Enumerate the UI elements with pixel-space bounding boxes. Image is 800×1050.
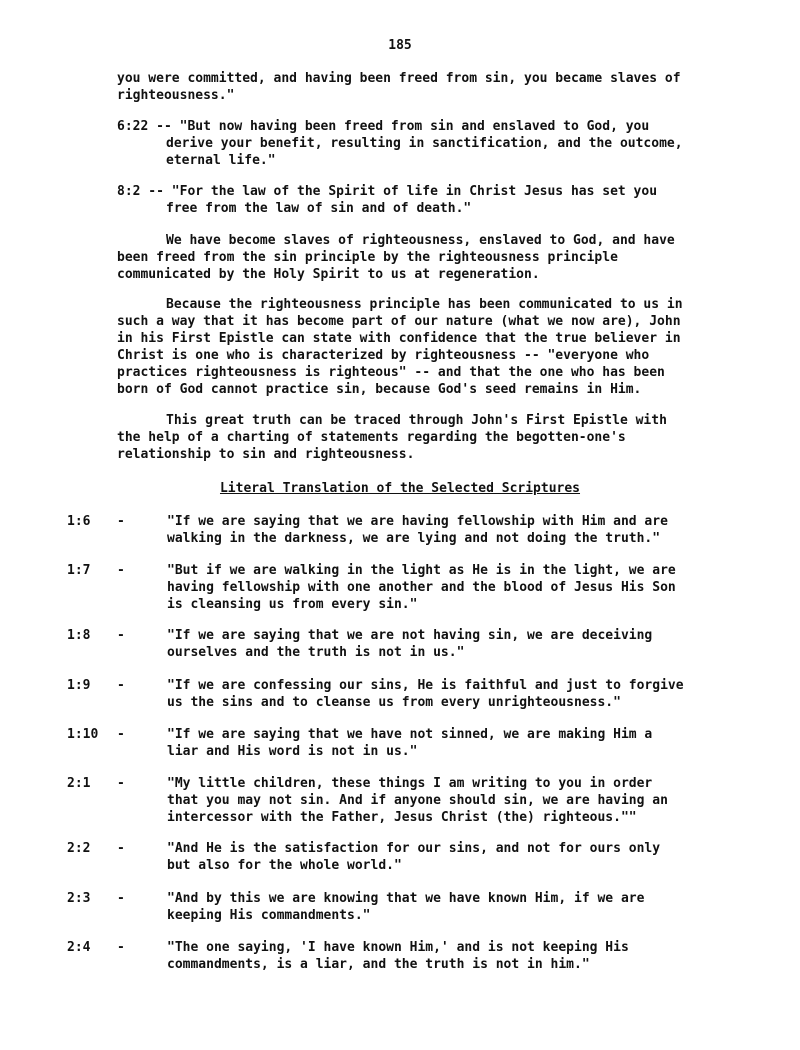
text-line: Christ is one who is characterized by righteousness -- "everyone who [117, 348, 650, 363]
text-line: "But if we are walking in the light as He is in the light, we are [167, 563, 676, 578]
verse-reference: 1:6 [67, 514, 91, 529]
text-line: Because the righteousness principle has been communicated to us in [166, 297, 683, 312]
verse-text [167, 627, 727, 661]
verse-text [167, 775, 727, 826]
text-line: you were committed, and having been freed from sin, you became slaves of [117, 71, 681, 86]
page-number: 185 [388, 38, 412, 53]
text-line: practices righteousness is righteous" -- and that the one who has been [117, 365, 665, 380]
paragraph-great-truth [117, 412, 717, 463]
verse-text [167, 726, 727, 760]
verse-reference: 2:3 [67, 891, 91, 906]
verse-reference: 1:10 [67, 727, 99, 742]
text-line: but also for the whole world." [167, 858, 402, 873]
text-line: derive your benefit, resulting in sanctification, and the outcome, [166, 136, 683, 151]
text-line: us the sins and to cleanse us from every unrighteousness." [167, 695, 621, 710]
verse-dash: - [117, 678, 125, 693]
verse-text [167, 677, 727, 711]
verse-dash: - [117, 841, 125, 856]
verse-dash: - [117, 628, 125, 643]
verse-reference: 2:4 [67, 940, 91, 955]
text-line: free from the law of sin and of death." [166, 201, 472, 216]
text-line: 8:2 -- "For the law of the Spirit of life in Christ Jesus has set you [117, 184, 658, 199]
intro-text [117, 70, 717, 104]
text-line: We have become slaves of righteousness, enslaved to God, and have [166, 233, 675, 248]
quote-8-2 [117, 183, 717, 217]
text-line: "And He is the satisfaction for our sins, and not for ours only [167, 841, 661, 856]
text-line: commandments, is a liar, and the truth is not in him." [167, 957, 590, 972]
quote-6-22 [117, 118, 717, 169]
text-line: is cleansing us from every sin." [167, 597, 418, 612]
text-line: "If we are saying that we have not sinned, we are making Him a [167, 727, 653, 742]
section-heading: Literal Translation of the Selected Scriptures [219, 481, 581, 496]
text-line: righteousness." [117, 88, 235, 103]
text-line: such a way that it has become part of our nature (what we now are), John [117, 314, 681, 329]
verse-text [167, 513, 727, 547]
verse-reference: 1:7 [67, 563, 91, 578]
verse-reference: 1:8 [67, 628, 91, 643]
text-line: "If we are saying that we are not having sin, we are deceiving [167, 628, 653, 643]
text-line: communicated by the Holy Spirit to us at regeneration. [117, 267, 540, 282]
text-line: in his First Epistle can state with confidence that the true believer in [117, 331, 681, 346]
paragraph-righteousness-principle [117, 296, 717, 398]
verse-dash: - [117, 891, 125, 906]
text-line: ourselves and the truth is not in us." [167, 645, 465, 660]
text-line: "And by this we are knowing that we have known Him, if we are [167, 891, 645, 906]
verse-reference: 2:1 [67, 776, 91, 791]
text-line: eternal life." [166, 153, 276, 168]
verse-text [167, 939, 727, 973]
verse-reference: 1:9 [67, 678, 91, 693]
text-line: keeping His commandments." [167, 908, 371, 923]
verse-text [167, 840, 727, 874]
text-line: 6:22 -- "But now having been freed from sin and enslaved to God, you [117, 119, 650, 134]
verse-dash: - [117, 940, 125, 955]
verse-reference: 2:2 [67, 841, 91, 856]
text-line: the help of a charting of statements regarding the begotten-one's [117, 430, 626, 445]
paragraph-slaves-of-righteousness [117, 232, 717, 283]
text-line: "My little children, these things I am writing to you in order [167, 776, 653, 791]
text-line: born of God cannot practice sin, because God's seed remains in Him. [117, 382, 642, 397]
verse-text [167, 562, 727, 613]
text-line: This great truth can be traced through John's First Epistle with [166, 413, 667, 428]
text-line: been freed from the sin principle by the righteousness principle [117, 250, 618, 265]
text-line: having fellowship with one another and the blood of Jesus His Son [167, 580, 676, 595]
verse-dash: - [117, 727, 125, 742]
text-line: relationship to sin and righteousness. [117, 447, 415, 462]
text-line: "If we are confessing our sins, He is faithful and just to forgive [167, 678, 684, 693]
text-line: "If we are saying that we are having fellowship with Him and are [167, 514, 668, 529]
text-line: that you may not sin. And if anyone should sin, we are having an [167, 793, 668, 808]
verse-dash: - [117, 776, 125, 791]
text-line: "The one saying, 'I have known Him,' and is not keeping His [167, 940, 629, 955]
verse-dash: - [117, 514, 125, 529]
text-line: walking in the darkness, we are lying and not doing the truth." [167, 531, 661, 546]
text-line: liar and His word is not in us." [167, 744, 418, 759]
text-line: intercessor with the Father, Jesus Christ (the) righteous."" [167, 810, 637, 825]
verse-dash: - [117, 563, 125, 578]
verse-text [167, 890, 727, 924]
